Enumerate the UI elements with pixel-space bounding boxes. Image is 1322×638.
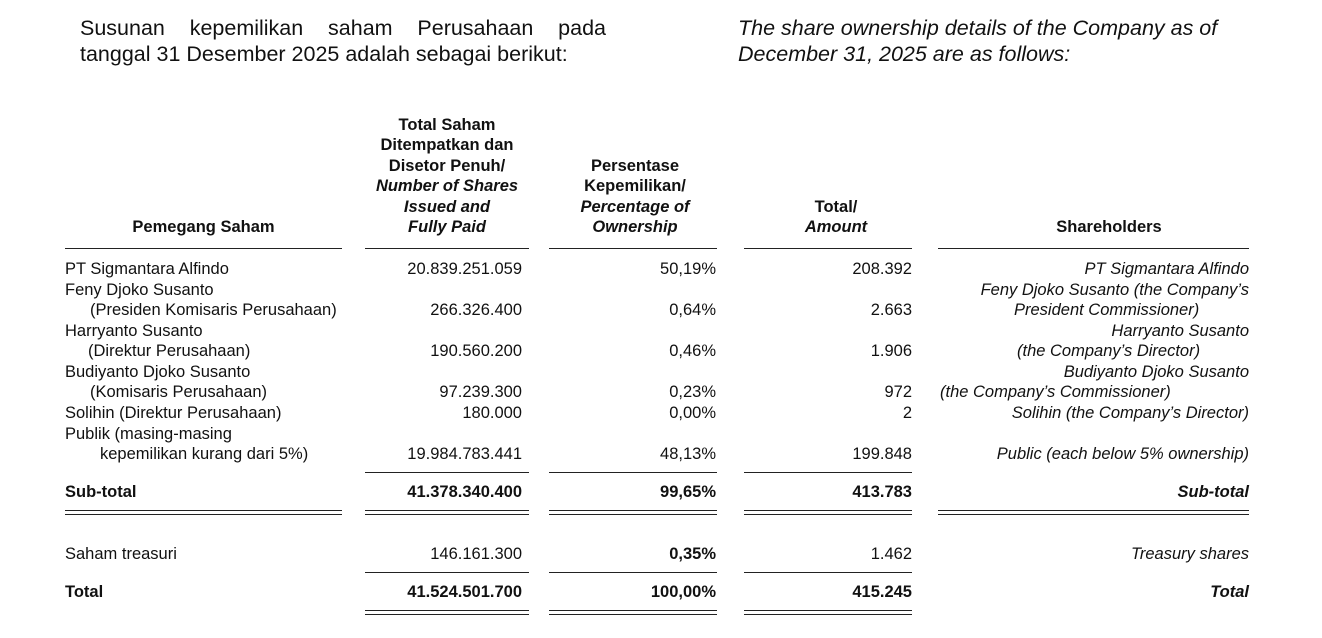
header-shares-line-3: Disetor Penuh/	[388, 156, 506, 175]
total-double-rule-b3	[549, 614, 717, 615]
header-shareholder-en-text: Shareholders	[1056, 218, 1162, 236]
row-2-name: Feny Djoko Susanto	[65, 281, 214, 299]
header-pct-line-3: Percentage of	[580, 197, 690, 216]
total-amount: 415.245	[852, 583, 912, 601]
total-double-rule-a3	[549, 610, 717, 611]
row-2-percentage: 0,64%	[669, 301, 716, 319]
row-3-name: Harryanto Susanto	[65, 322, 203, 340]
row-4-english-1: Budiyanto Djoko Susanto	[1063, 363, 1249, 381]
header-rule-col1	[65, 248, 342, 249]
row-4-name: Budiyanto Djoko Susanto	[65, 363, 251, 381]
subtotal-amount: 413.783	[852, 483, 912, 501]
row-6-english: Public (each below 5% ownership)	[996, 445, 1249, 463]
subtotal-double-rule-a1	[65, 510, 342, 511]
header-shares-line-5: Issued and	[403, 197, 491, 216]
total-rule-col4	[744, 572, 912, 573]
subtotal-double-rule-b1	[65, 514, 342, 515]
row-1-amount: 208.392	[852, 260, 912, 278]
treasury-english: Treasury shares	[1131, 545, 1249, 563]
subtotal-rule-col2	[365, 472, 529, 473]
header-rule-col4	[744, 248, 912, 249]
treasury-percentage: 0,35%	[669, 545, 716, 563]
row-4-percentage: 0,23%	[669, 383, 716, 401]
row-4-shares: 97.239.300	[439, 383, 522, 401]
treasury-amount: 1.462	[870, 545, 912, 563]
row-3-amount: 1.906	[870, 342, 912, 360]
header-shares-line-2: Ditempatkan dan	[380, 136, 514, 155]
row-6-name: Publik (masing-masing	[65, 425, 232, 443]
row-3-role: (Direktur Perusahaan)	[88, 342, 251, 360]
total-rule-col3	[549, 572, 717, 573]
row-3-english-2: (the Company’s Director)	[1017, 342, 1201, 360]
row-4-english-2: (the Company’s Commissioner)	[940, 383, 1171, 401]
row-1-english: PT Sigmantara Alfindo	[1084, 260, 1249, 278]
subtotal-double-rule-a4	[744, 510, 912, 511]
treasury-label: Saham treasuri	[65, 545, 177, 563]
total-english: Total	[1210, 583, 1249, 601]
row-2-shares: 266.326.400	[430, 301, 522, 319]
subtotal-rule-col4	[744, 472, 912, 473]
subtotal-rule-col3	[549, 472, 717, 473]
row-6-role: kepemilikan kurang dari 5%)	[100, 445, 309, 463]
subtotal-english: Sub-total	[1177, 483, 1249, 501]
subtotal-double-rule-a2	[365, 510, 529, 511]
row-2-english-2: President Commissioner)	[1014, 301, 1200, 319]
row-5-amount: 2	[902, 404, 912, 422]
header-shareholder-id-text: Pemegang Saham	[132, 218, 275, 236]
row-5-name: Solihin (Direktur Perusahaan)	[65, 404, 282, 422]
subtotal-double-rule-a3	[549, 510, 717, 511]
header-pct-line-1: Persentase	[590, 157, 680, 175]
subtotal-double-rule-a5	[938, 510, 1249, 511]
header-rule-col2	[365, 248, 529, 249]
row-6-percentage: 48,13%	[660, 445, 716, 463]
total-percentage: 100,00%	[650, 583, 716, 601]
subtotal-percentage: 99,65%	[660, 483, 716, 501]
header-amount	[744, 197, 928, 238]
subtotal-double-rule-b5	[938, 514, 1249, 515]
header-shareholder-id	[65, 217, 342, 237]
header-pct-line-4: Ownership	[592, 218, 678, 237]
row-6-amount: 199.848	[852, 445, 912, 463]
subtotal-label: Sub-total	[65, 483, 137, 501]
header-pct-line-2: Kepemilikan/	[584, 177, 686, 196]
intro-english: The share ownership details of the Company as of December 31, 2025 are as follows:	[738, 16, 1218, 66]
header-shares	[355, 115, 539, 237]
header-amount-line-1: Total/	[814, 198, 858, 216]
header-shareholder-en	[938, 217, 1280, 237]
header-percentage	[549, 156, 721, 238]
row-3-percentage: 0,46%	[669, 342, 716, 360]
header-rule-col5	[938, 248, 1249, 249]
total-shares: 41.524.501.700	[407, 583, 522, 601]
subtotal-double-rule-b4	[744, 514, 912, 515]
header-shares-line-6: Fully Paid	[408, 218, 486, 237]
header-shares-line-1: Total Saham	[398, 116, 496, 134]
total-label: Total	[65, 583, 104, 601]
subtotal-shares: 41.378.340.400	[407, 483, 522, 501]
total-double-rule-b4	[744, 614, 912, 615]
header-rule-col3	[549, 248, 717, 249]
intro-indonesian: Susunan kepemilikan saham Perusahaan pada tanggal 31 Desember 2025 adalah sebagai berikut:	[80, 16, 606, 66]
total-double-rule-b2	[365, 614, 529, 615]
row-1-percentage: 50,19%	[660, 260, 716, 278]
row-2-english-1: Feny Djoko Susanto (the Company’s	[980, 281, 1249, 299]
subtotal-double-rule-b3	[549, 514, 717, 515]
row-5-percentage: 0,00%	[669, 404, 716, 422]
row-5-english: Solihin (the Company’s Director)	[1011, 404, 1249, 422]
total-rule-col2	[365, 572, 529, 573]
header-amount-line-2: Amount	[804, 218, 868, 237]
row-2-amount: 2.663	[870, 301, 912, 319]
row-6-shares: 19.984.783.441	[407, 445, 522, 463]
row-1-name: PT Sigmantara Alfindo	[65, 260, 229, 278]
total-double-rule-a2	[365, 610, 529, 611]
row-4-role: (Komisaris Perusahaan)	[90, 383, 267, 401]
header-shares-line-4: Number of Shares	[375, 177, 519, 196]
total-double-rule-a4	[744, 610, 912, 611]
row-4-amount: 972	[884, 383, 912, 401]
row-1-shares: 20.839.251.059	[407, 260, 522, 278]
row-3-shares: 190.560.200	[430, 342, 522, 360]
subtotal-double-rule-b2	[365, 514, 529, 515]
row-5-shares: 180.000	[462, 404, 522, 422]
row-3-english-1: Harryanto Susanto	[1111, 322, 1249, 340]
row-2-role: (Presiden Komisaris Perusahaan)	[90, 301, 337, 319]
treasury-shares: 146.161.300	[430, 545, 522, 563]
